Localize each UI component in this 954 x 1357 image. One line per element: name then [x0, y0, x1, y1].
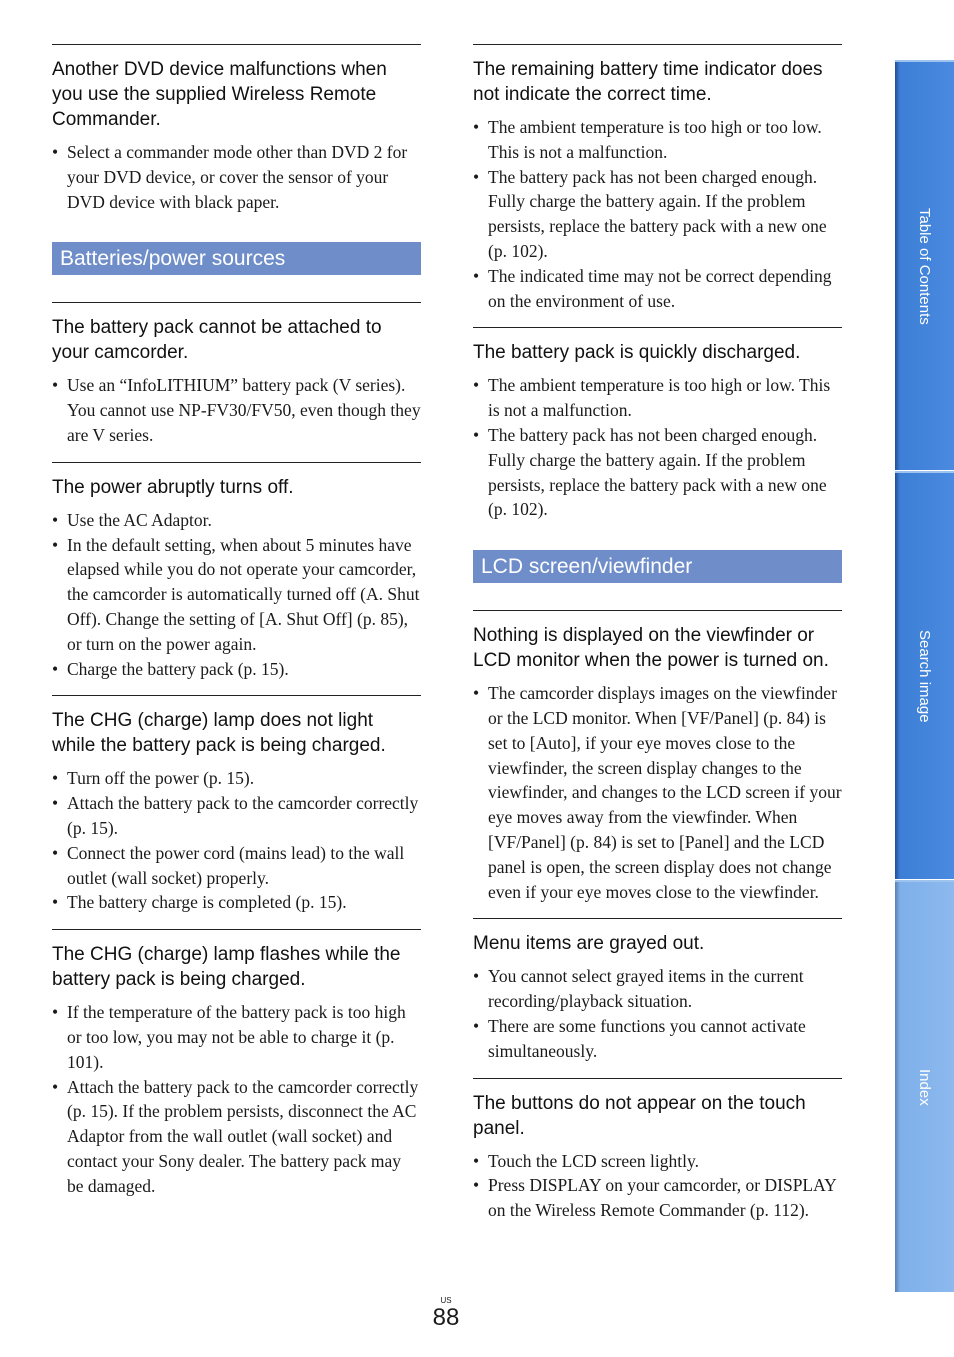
bullet-list [52, 140, 421, 214]
entry-title: Nothing is displayed on the viewfinder or LCD monitor when the power is turned on. [473, 625, 829, 672]
list-item: • Charge the battery pack (p. 15). [52, 657, 421, 682]
entry-chg-no-light [52, 695, 421, 929]
list-item: • Attach the battery pack to the camcorder correctly (p. 15). If the problem persists, disconnect the AC Adaptor from the wall outlet (wall socket) and contact your Sony dealer. The battery pack may be damaged. [52, 1075, 421, 1199]
entry-time-indicator [473, 44, 842, 327]
bullet-list [473, 1149, 842, 1223]
list-item: • The battery pack has not been charged enough. Fully charge the battery again. If the problem persists, replace the battery pack with a new one (p. 102). [473, 165, 842, 264]
bullet-list [473, 964, 842, 1063]
section-header-batteries: Batteries/power sources [52, 242, 421, 275]
page-number [426, 1296, 466, 1330]
entry-nothing-displayed [473, 610, 842, 918]
tab-label: Table of Contents [916, 207, 933, 325]
bullet-list [52, 373, 421, 447]
entry-title: The buttons do not appear on the touch panel. [473, 1092, 806, 1139]
entry-chg-flashes [52, 929, 421, 1212]
bullet-list [52, 508, 421, 682]
entry-title: Menu items are grayed out. [473, 933, 705, 955]
list-item: • The camcorder displays images on the viewfinder or the LCD monitor. When [VF/Panel] (p. 84) is set to [Auto], if your eye moves close to the viewfinder, the screen display changes to the viewfinder, and changes to the LCD screen if your eye moves away from the viewfinder. When [VF/Panel] (p. 84) is set to [Panel] and the LCD panel is open, the screen display does not change even if your eye moves close to the viewfinder. [473, 681, 842, 904]
left-column [52, 44, 421, 1213]
list-item: • In the default setting, when about 5 minutes have elapsed while you do not operate your camcorder, the camcorder is automatically turned off (A. Shut Off). Change the setting of [A. Shut Off] (p. 85), or turn on the power again. [52, 533, 421, 657]
bullet-list [473, 115, 842, 313]
region-code: US [440, 1296, 452, 1305]
list-item: • Press DISPLAY on your camcorder, or DISPLAY on the Wireless Remote Commander (p. 112). [473, 1173, 842, 1223]
entry-title: The remaining battery time indicator does not indicate the correct time. [473, 59, 823, 105]
entry-attach [52, 302, 421, 461]
bullet-list [473, 681, 842, 904]
list-item: • Attach the battery pack to the camcorder correctly (p. 15). [52, 791, 421, 841]
bullet-list [52, 766, 421, 915]
list-item: • The battery charge is completed (p. 15). [52, 890, 421, 915]
entry-title: The CHG (charge) lamp flashes while the battery pack is being charged. [52, 944, 401, 991]
list-item: • The indicated time may not be correct depending on the environment of use. [473, 264, 842, 314]
right-column [473, 44, 842, 1237]
tab-search-image[interactable] [895, 471, 954, 879]
entry-title: The battery pack is quickly discharged. [473, 342, 801, 364]
entry-power-off [52, 462, 421, 696]
entry-buttons [473, 1078, 842, 1237]
tab-label: Index [916, 1068, 933, 1106]
entry-dvd [52, 44, 421, 228]
list-item: • You cannot select grayed items in the current recording/playback situation. [473, 964, 842, 1014]
page-number-value: 88 [432, 1304, 460, 1331]
list-item: • There are some functions you cannot activate simultaneously. [473, 1014, 842, 1064]
entry-grayed [473, 918, 842, 1077]
tab-table-of-contents[interactable] [895, 60, 954, 470]
entry-discharged [473, 327, 842, 536]
list-item: • If the temperature of the battery pack is too high or too low, you may not be able to charge it (p. 101). [52, 1000, 421, 1074]
section-header-lcd: LCD screen/viewfinder [473, 550, 842, 583]
list-item: • Turn off the power (p. 15). [52, 766, 421, 791]
list-item: • Use the AC Adaptor. [52, 508, 421, 533]
list-item: • The ambient temperature is too high or too low. This is not a malfunction. [473, 115, 842, 165]
list-item: • Connect the power cord (mains lead) to the wall outlet (wall socket) properly. [52, 841, 421, 891]
side-navigation [895, 60, 954, 1290]
list-item: • The ambient temperature is too high or low. This is not a malfunction. [473, 373, 842, 423]
entry-title: The CHG (charge) lamp does not light while the battery pack is being charged. [52, 710, 386, 757]
list-item: • The battery pack has not been charged enough. Fully charge the battery again. If the problem persists, replace the battery pack with a new one (p. 102). [473, 423, 842, 522]
list-item: • Touch the LCD screen lightly. [473, 1149, 842, 1174]
tab-label: Search image [916, 629, 933, 723]
tab-index[interactable] [895, 880, 954, 1292]
entry-title: The battery pack cannot be attached to your camcorder. [52, 317, 382, 364]
list-item: • Select a commander mode other than DVD 2 for your DVD device, or cover the sensor of your DVD device with black paper. [52, 140, 421, 214]
entry-title: Another DVD device malfunctions when you use the supplied Wireless Remote Commander. [52, 59, 387, 130]
list-item: • Use an “InfoLITHIUM” battery pack (V series). You cannot use NP-FV30/FV50, even though they are V series. [52, 373, 421, 447]
entry-title: The power abruptly turns off. [52, 476, 294, 498]
bullet-list [52, 1000, 421, 1198]
bullet-list [473, 373, 842, 522]
